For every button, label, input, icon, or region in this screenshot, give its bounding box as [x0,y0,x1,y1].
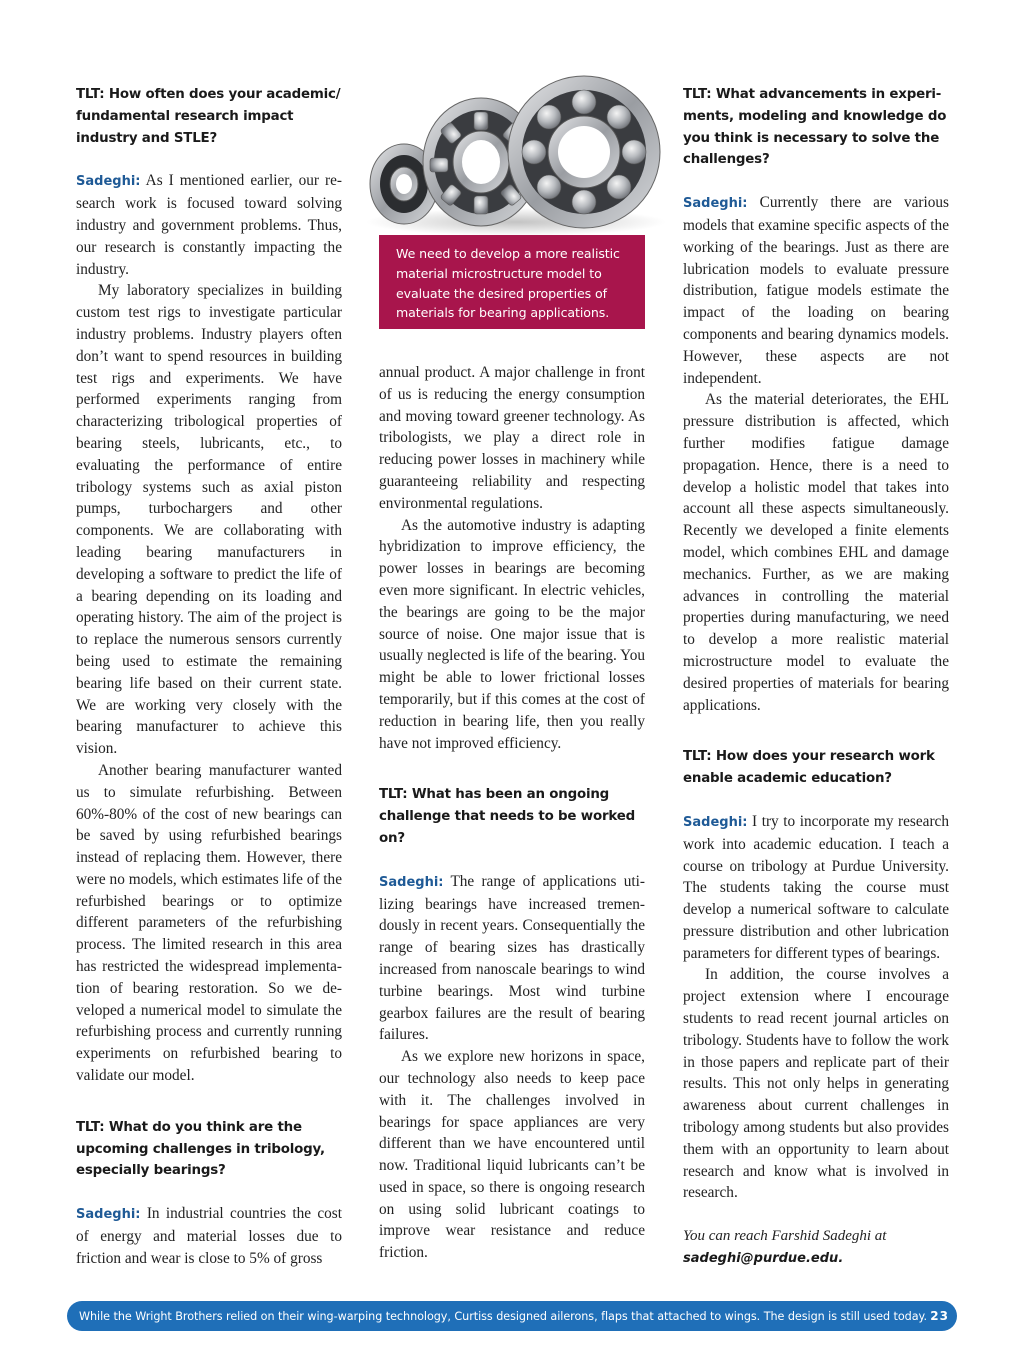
question-heading: TLT: How does your research work enable academic education? [683,749,935,787]
question-heading: TLT: How often does your academic/ fundamental research impact industry and STLE? [76,87,341,146]
footer-bar [67,1301,957,1331]
footer-fact: While the Wright Brothers relied on their wing-warping technology, Curtiss designed ailerons, flaps that attached to wings. The design is still used today. [79,1309,927,1323]
pull-quote [379,235,645,329]
column-1 [76,84,342,1270]
column-3 [683,84,949,1270]
body-paragraph: As the automotive industry is adapting hybridization to improve efficiency, the power losses in bearings are becoming even more significant. In electric vehicles, the bearings are going to be the major source of noise. One major issue that is usually neglected is life of the bearing. You might be able to lower frictional losses temporarily, but if this comes at the cost of reduction in bearing life, then you really have not improved efficiency. [379,516,645,752]
speaker-label: Sadeghi: [379,874,444,890]
body-paragraph: Another bearing manufacturer wanted us to simulate refurbishing. Between 60%-80% of the cost of new bearings can be saved by using refurbished bearings instead of replacing them. However, there were no models, which estimates life of the refurbished bearings or to optimize different parameters of the refurbishing process. The limited research in this area has restricted the widespread implementation of bearing restoration. So we developed a numerical model to simulate the refurbishing process and currently running experiments on refurbished bearing to validate our model. [76,761,342,1085]
column-2 [379,362,645,1264]
answer-paragraph: Sadeghi: I try to incorporate my research work into academic education. I teach a course on tribology at Purdue University. The students taking the course must develop a numerical software to calculate pressure distribution and other lubrication parameters for different types of bearings. [683,812,949,962]
contact-email[interactable]: sadeghi@purdue.edu. [683,1251,844,1267]
body-paragraph: As the material deteriorates, the EHL pressure distribution is affected, which further modifies fatigue damage propagation. Hence, there is a need to develop a holistic model that takes into account all these aspects simultaneously. Recently we developed a finite elements model, which combines EHL and damage mechanics. Further, as we are making advances in controlling the material properties during manufacturing, we need to develop a more realistic material microstructure model to evaluate the desired properties of materials for bearing applications. [683,391,949,714]
answer-paragraph: Sadeghi: As I mentioned earlier, our research work is focused toward solving industry and government problems. Thus, our research is constantly impacting the industry. [76,172,342,278]
ball-bearing [508,76,660,228]
contact-line: You can reach Farshid Sadeghi at [683,1228,887,1245]
contact-email-line [683,1247,949,1270]
answer-paragraph: Sadeghi: The range of applications utilizing bearings have increased tremendously in recent years. Consequentially the range of bearing sizes has drastically increased from nanoscale bearings to wind turbine bearings. Most wind turbine gearbox failures are the result of bearing failures. [379,872,645,1044]
speaker-label: Sadeghi: [76,174,141,190]
body-paragraph: In addition, the course involves a project extension where I encourage students to read recent journal articles on tribology. Students have to follow the work in those papers and replicate part of their results. This not only helps in generating awareness about current challenges in tribology among students but also provides them with an opportunity to learn about research and know what is involved in research. [683,966,949,1202]
body-paragraph: annual product. A major challenge in front of us is reducing the energy consumption and moving toward greener technology. As tribologists, we play a direct role in reducing power losses in machinery while guaranteeing reliability and respecting environmental regulations. [379,364,645,512]
pull-quote-text: We need to develop a more realistic material microstructure model to evaluate the desired properties of materials for bearing applications. [396,246,620,321]
answer-paragraph: Sadeghi: Currently there are various models that examine specific aspects of the working of the bearings. Just as there are lubrication models to evaluate pressure distribution, fatigue models estimate the impact of the loading on bearing components and bearing dynamics models. However, these aspects are not independent. [683,194,949,387]
page-number: 23 [930,1309,949,1323]
question-heading: TLT: What do you think are the upcoming challenges in tribology, especially bearings? [76,1119,325,1179]
speaker-label: Sadeghi: [683,196,748,212]
speaker-label: Sadeghi: [683,814,748,830]
body-paragraph: My laboratory specializes in building custom test rigs to investigate particular industry problems. Industry players often don’t want to spend resources in building test rigs and experiments. We have performed experiments ranging from characterizing tribological properties of bearing steels, lubricants, etc., to evaluating the performance of entire tribology systems such as axial piston pumps, turbochargers and other components. We are collaborating with leading bearing manufacturers in developing a software to predict the life of a bearing depending on its loading and operating history. The aim of the project is to replace the numerous sensors currently being used to estimate the remaining bearing life based on their current state. We are working very closely with the bearing manufacturer to achieve this vision. [76,282,342,758]
bearings-illustration [356,72,668,244]
body-paragraph: As we explore new horizons in space, our technology also needs to keep pace with it. The challenges involved in bearings for space appliances are very different than we have encountered until now. Traditional liquid lubricants can’t be used in space, so there is ongoing research on using solid lubricant coatings to improve wear resistance and reduce friction. [379,1048,645,1262]
question-heading: TLT: What advancements in experiments, modeling and knowledge do you think is necessary to solve the challenges? [683,87,947,168]
question-heading: TLT: What has been an ongoing challenge that needs to be worked on? [379,787,635,846]
speaker-label: Sadeghi: [76,1207,141,1223]
answer-paragraph: Sadeghi: In industrial countries the cost of energy and material losses due to friction and wear is close to 5% of gross [76,1205,342,1267]
